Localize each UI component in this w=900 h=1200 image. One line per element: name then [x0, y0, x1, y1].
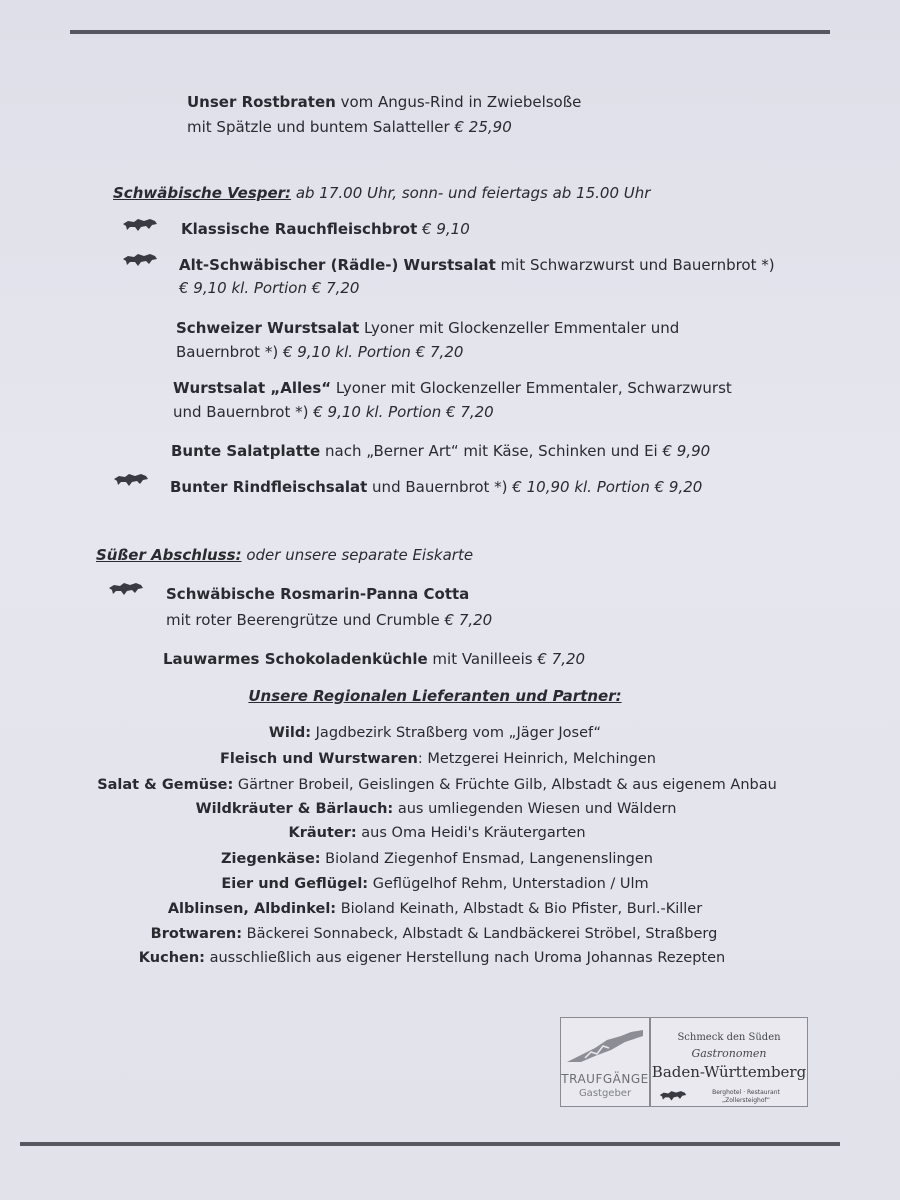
traufgaenge-logo [560, 1017, 650, 1107]
partner-row: Kräuter: aus Oma Heidi's Kräutergarten [288, 825, 586, 841]
dessert-item-1-line-2 [166, 610, 492, 630]
vesper-item-2-desc: mit Schwarzwurst und Bauernbrot *) [495, 256, 775, 274]
dessert-note: oder unsere separate Eiskarte [241, 546, 474, 564]
lion-icon [122, 250, 158, 268]
lion-icon [113, 470, 149, 488]
rostbraten-price: € 25,90 [454, 118, 512, 136]
vesper-heading-line [113, 183, 650, 203]
dessert-item-2-price: € 7,20 [537, 650, 586, 668]
partner-row: Salat & Gemüse: Gärtner Brobeil, Geislingen & Früchte Gilb, Albstadt & aus eigenem Anbau [97, 777, 777, 793]
traufgaenge-mountain-icon [565, 1028, 645, 1064]
dessert-item-2-desc: mit Vanilleeis [427, 650, 538, 668]
vesper-item-3-desc-2: Bauernbrot *) [176, 343, 283, 361]
vesper-item-5-desc: nach „Berner Art“ mit Käse, Schinken und Ei [320, 442, 663, 460]
partner-row: Eier und Geflügel: Geflügelhof Rehm, Unterstadion / Ulm [221, 876, 649, 892]
vesper-item-3-desc: Lyoner mit Glockenzeller Emmentaler und [359, 319, 680, 337]
vesper-item-4-line-1 [173, 378, 732, 398]
dessert-item-1-desc: mit roter Beerengrütze und Crumble [166, 611, 445, 629]
vesper-item-2-price: € 9,10 kl. Portion € 7,20 [179, 279, 360, 297]
dessert-item-2 [163, 649, 585, 669]
vesper-item-6-name: Bunter Rindfleischsalat [170, 478, 368, 496]
vesper-item-3-line-1 [176, 318, 679, 338]
vesper-item-2-name: Alt-Schwäbischer (Rädle-) Wurstsalat [179, 256, 496, 274]
rostbraten-name: Unser Rostbraten [187, 93, 336, 111]
lion-icon [108, 579, 144, 597]
partner-row: Brotwaren: Bäckerei Sonnabeck, Albstadt & Landbäckerei Ströbel, Straßberg [150, 926, 718, 942]
bw-logo-line-2: Gastronomen [691, 1047, 767, 1060]
vesper-item-4-line-2 [173, 402, 494, 422]
bw-logo-line-5: „Zollersteighof“ [722, 1097, 770, 1104]
vesper-item-4-desc: Lyoner mit Glockenzeller Emmentaler, Schwarzwurst [331, 379, 732, 397]
vesper-item-4-name: Wurstsalat „Alles“ [173, 379, 332, 397]
rostbraten-desc-1: vom Angus-Rind in Zwiebelsoße [335, 93, 582, 111]
vesper-item-5-name: Bunte Salatplatte [171, 442, 321, 460]
dessert-heading: Süßer Abschluss: [96, 546, 242, 564]
vesper-note: ab 17.00 Uhr, sonn- und feiertags ab 15.00 Uhr [291, 184, 651, 202]
lion-icon [122, 215, 158, 233]
vesper-item-3-price: € 9,10 kl. Portion € 7,20 [282, 343, 464, 361]
vesper-item-5-price: € 9,90 [662, 442, 711, 460]
vesper-heading: Schwäbische Vesper: [113, 184, 292, 202]
partners-heading: Unsere Regionalen Lieferanten und Partner: [248, 687, 622, 705]
vesper-item-6-price: € 10,90 kl. Portion € 9,20 [512, 478, 703, 496]
traufgaenge-title: TRAUFGÄNGE [561, 1072, 649, 1086]
vesper-item-4-desc-2: und Bauernbrot *) [173, 403, 314, 421]
bottom-rule [20, 1142, 840, 1146]
vesper-item-1-price: € 9,10 [422, 220, 470, 238]
traufgaenge-sub: Gastgeber [578, 1088, 632, 1099]
vesper-item-1 [181, 219, 470, 239]
vesper-item-6 [170, 477, 702, 497]
partner-row: Alblinsen, Albdinkel: Bioland Keinath, Albstadt & Bio Pfister, Burl.-Killer [167, 901, 703, 917]
vesper-item-5 [171, 441, 710, 461]
bw-logo-line-3: Baden-Württemberg [651, 1063, 807, 1081]
dessert-item-2-name: Lauwarmes Schokoladenküchle [163, 650, 428, 668]
bw-logo-line-1: Schmeck den Süden [677, 1032, 781, 1043]
vesper-item-1-name: Klassische Rauchfleischbrot [181, 220, 418, 238]
top-rule [70, 30, 830, 34]
vesper-item-3-line-2 [176, 342, 463, 362]
dessert-item-1-price: € 7,20 [444, 611, 493, 629]
dessert-item-1-name: Schwäbische Rosmarin-Panna Cotta [166, 585, 470, 603]
rostbraten-line-1 [187, 92, 581, 112]
partner-row: Wild: Jagdbezirk Straßberg vom „Jäger Josef“ [268, 725, 602, 741]
rostbraten-line-2 [187, 117, 512, 137]
bw-logo-line-4: Berghotel · Restaurant [712, 1089, 780, 1096]
rostbraten-desc-2: mit Spätzle und buntem Salatteller [187, 118, 455, 136]
vesper-item-4-price: € 9,10 kl. Portion € 7,20 [313, 403, 494, 421]
partner-row: Wildkräuter & Bärlauch: aus umliegenden Wiesen und Wäldern [195, 801, 677, 817]
partner-row: Fleisch und Wurstwaren: Metzgerei Heinrich, Melchingen [220, 751, 656, 767]
dessert-heading-line [96, 545, 473, 565]
vesper-item-2-line-2 [179, 278, 359, 298]
partner-row: Ziegenkäse: Bioland Ziegenhof Ensmad, Langenenslingen [221, 851, 653, 867]
partner-row: Kuchen: ausschließlich aus eigener Herstellung nach Uroma Johannas Rezepten [138, 950, 726, 966]
dessert-item-1-line-1 [166, 584, 469, 604]
vesper-item-6-desc: und Bauernbrot *) [367, 478, 513, 496]
lion-icon [659, 1088, 687, 1102]
vesper-item-3-name: Schweizer Wurstsalat [176, 319, 360, 337]
vesper-item-2-line-1 [179, 255, 775, 275]
bw-gastronomen-logo [650, 1017, 808, 1107]
